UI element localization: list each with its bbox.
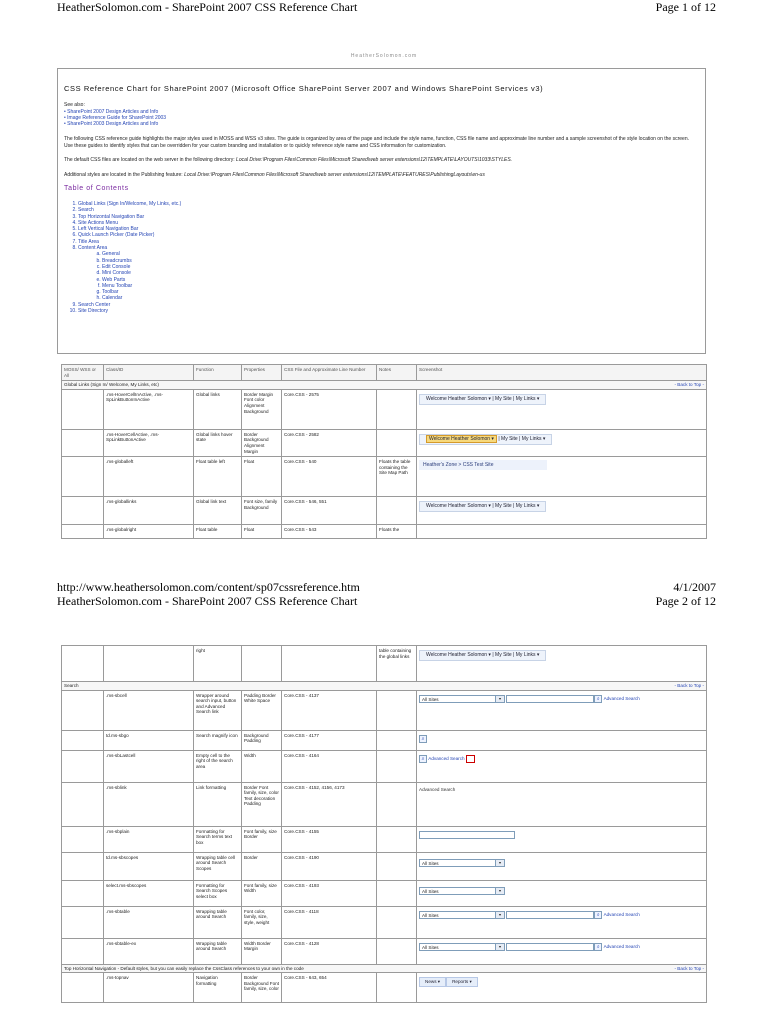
table-row bbox=[62, 782, 707, 826]
notes-cell: table containing the global links bbox=[377, 646, 417, 682]
class-cell: td.ms-sbgo bbox=[104, 730, 194, 750]
search-textbox-screenshot bbox=[419, 831, 515, 839]
global-links-hover-screenshot: Welcome Heather Solomon ▾ | My Site | My Links ▾ bbox=[419, 434, 552, 445]
table-row bbox=[62, 525, 707, 539]
col-header: Properties bbox=[242, 365, 282, 381]
back-to-top-link[interactable]: - Back to Top - bbox=[674, 683, 704, 688]
toc-subitem[interactable]: c. Edit Console bbox=[102, 264, 699, 270]
page1-header-title: HeatherSolomon.com - SharePoint 2007 CSS Reference Chart bbox=[57, 0, 358, 14]
function-cell: Formatting for Search Scopes select box bbox=[194, 880, 242, 906]
properties-cell: Border bbox=[242, 852, 282, 880]
col-header: Notes bbox=[377, 365, 417, 381]
class-cell: .ms-sblink bbox=[104, 782, 194, 826]
search-screenshot: All Sites ▾ ⌕ Advanced Search bbox=[417, 938, 707, 964]
site-caption: HeatherSolomon.com bbox=[350, 53, 418, 59]
function-cell: Global link text bbox=[194, 497, 242, 525]
page1-footer-url: http://www.heathersolomon.com/content/sp07cssreference.htm bbox=[57, 580, 360, 594]
toc-item[interactable]: 8. Content Area a. General b. Breadcrumbs c. Edit Console d. Mini Console e. Web Parts f. Menu Toolbar g. Toolbar h. Calendar bbox=[78, 245, 699, 302]
properties-cell: Border Font family, size, color Text decoration Padding bbox=[242, 782, 282, 826]
page2-header-title: HeatherSolomon.com - SharePoint 2007 CSS Reference Chart bbox=[57, 594, 358, 608]
css-cell: Core.CSS - 2582 bbox=[282, 429, 377, 456]
toc-subitem[interactable]: g. Toolbar bbox=[102, 289, 699, 295]
default-css-paragraph: The default CSS files are located on the web server in the following directory: Local Drive:\Program Files\Common Files\Microsoft Shared\web server extensions\12\TEMPLATE\LAYOUTS\1033\STYLES. bbox=[64, 157, 513, 164]
toc-subitem[interactable]: d. Mini Console bbox=[102, 270, 699, 276]
topnav-screenshot: News ▾ Reports ▾ bbox=[417, 973, 707, 1003]
toc-subitem[interactable]: f. Menu Toolbar bbox=[102, 283, 699, 289]
intro-paragraph: The following CSS reference guide highlights the major styles used in MOSS and WSS v3 sites. The guide is organized by area of the page and include the style name, function, CSS file name and approximate line number and a sample screenshot of the style location on the screen. Use these guides to identify styles that can be overridden for your custom branding and installation or to quickly reference style name and CSS information for customization. bbox=[64, 136, 689, 149]
toc-title: Table of Contents bbox=[64, 184, 129, 192]
notes-cell: Floats the table containing the Site Map Path bbox=[377, 457, 417, 497]
table-row bbox=[62, 880, 707, 906]
see-also-label: See also: bbox=[64, 102, 85, 109]
col-header: MOSS/ WSS or All bbox=[62, 365, 104, 381]
class-cell: .ms-globallinks bbox=[104, 497, 194, 525]
magnify-icon: ⌕ bbox=[594, 695, 602, 703]
see-also-link[interactable]: • Image Reference Guide for SharePoint 2003 bbox=[64, 114, 167, 121]
col-header: Class/ID bbox=[104, 365, 194, 381]
toc-subitem[interactable]: h. Calendar bbox=[102, 295, 699, 301]
page-title: CSS Reference Chart for SharePoint 2007 (Microsoft Office SharePoint Server 2007 and Windows SharePoint Services v3) bbox=[64, 84, 544, 93]
function-cell: right bbox=[194, 646, 242, 682]
back-to-top-link[interactable]: - Back to Top - bbox=[674, 965, 704, 971]
properties-cell: Font family, size Width bbox=[242, 880, 282, 906]
function-cell: Float table bbox=[194, 525, 242, 539]
empty-cell-marker bbox=[466, 755, 475, 763]
class-cell: .ms-sbtable bbox=[104, 906, 194, 938]
col-header: Screenshot bbox=[417, 365, 707, 381]
class-cell: .ms-HoverCellInActive, .ms-SpLinkButtonInActive bbox=[104, 389, 194, 429]
table-row bbox=[62, 938, 707, 964]
page1-header-page-number: Page 1 of 12 bbox=[655, 0, 716, 14]
reference-table-page2 bbox=[61, 645, 707, 1003]
class-cell: .ms-topnav bbox=[104, 973, 194, 1003]
search-screenshot: All Sites ▾ ⌕ Advanced Search bbox=[417, 690, 707, 730]
table-row bbox=[62, 826, 707, 852]
css-cell: Core.CSS - 4128 bbox=[282, 938, 377, 964]
see-also-link[interactable]: • SharePoint 2003 Design Articles and Info bbox=[64, 121, 159, 128]
table-row bbox=[62, 457, 707, 497]
toc-item[interactable]: 7. Title Area bbox=[78, 239, 699, 245]
breadcrumb-screenshot: Heather's Zone > CSS Test Site bbox=[419, 460, 547, 470]
section-row-top-nav bbox=[62, 964, 707, 973]
function-cell: Empty cell to the right of the search area bbox=[194, 750, 242, 782]
toc-item[interactable]: 2. Search bbox=[78, 207, 699, 213]
section-row-global-links bbox=[62, 381, 707, 390]
col-header: CSS File and Approximate Line Number bbox=[282, 365, 377, 381]
notes-cell bbox=[377, 497, 417, 525]
magnify-icon: ⌕ bbox=[419, 735, 427, 743]
function-cell: Search magnify icon bbox=[194, 730, 242, 750]
section-title: Search bbox=[64, 683, 79, 688]
properties-cell: Padding Border White Space bbox=[242, 690, 282, 730]
function-cell: Global links hover state bbox=[194, 429, 242, 456]
function-cell: Global links bbox=[194, 389, 242, 429]
css-cell: Core.CSS - 4137 bbox=[282, 690, 377, 730]
section-title: Top Horizontal Navigation - Default styles, but you can easily replace the CssClass references to your own in the code bbox=[64, 965, 304, 971]
properties-cell: Width Border Margin bbox=[242, 938, 282, 964]
css-cell: Core.CSS - 4193 bbox=[282, 880, 377, 906]
class-cell: .ms-sbplain bbox=[104, 826, 194, 852]
css-cell: Core.CSS - 643, 654 bbox=[282, 973, 377, 1003]
toc-item[interactable]: 3. Top Horizontal Navigation Bar bbox=[78, 214, 699, 220]
see-also-link[interactable]: • SharePoint 2007 Design Articles and Info bbox=[64, 108, 159, 115]
reference-table-page1 bbox=[61, 364, 707, 539]
toc-item[interactable]: 9. Search Center bbox=[78, 302, 699, 308]
toc-item[interactable]: 10. Site Directory bbox=[78, 308, 699, 314]
table-row bbox=[62, 497, 707, 525]
scope-select-screenshot: All Sites ▾ bbox=[419, 887, 505, 895]
global-links-screenshot: Welcome Heather Solomon ▾ | My Site | My Links ▾ bbox=[419, 394, 546, 405]
page1-footer-date: 4/1/2007 bbox=[673, 580, 716, 594]
css-cell: Core.CSS - 2575 bbox=[282, 389, 377, 429]
section-title: Global Links (Sign In/ Welcome, My Links, etc) bbox=[64, 382, 159, 388]
css-cell: Core.CSS - 546, 551 bbox=[282, 497, 377, 525]
toc-subitem[interactable]: b. Breadcrumbs bbox=[102, 258, 699, 264]
css-cell: Core.CSS - 4152, 4156, 4173 bbox=[282, 782, 377, 826]
css-cell: Core.CSS - 4118 bbox=[282, 906, 377, 938]
class-cell: .ms-sbtable-ex bbox=[104, 938, 194, 964]
toc-subitem[interactable]: e. Web Parts bbox=[102, 277, 699, 283]
see-also-list bbox=[64, 109, 699, 128]
toc-item[interactable]: 6. Quick Launch Picker (Date Picker) bbox=[78, 232, 699, 238]
section-row-search bbox=[62, 682, 707, 691]
toc-item[interactable]: 4. Site Actions Menu bbox=[78, 220, 699, 226]
class-cell: .ms-sbcell bbox=[104, 690, 194, 730]
toc-subitem[interactable]: a. General bbox=[102, 251, 699, 257]
table-row bbox=[62, 429, 707, 456]
css-cell: Core.CSS - 540 bbox=[282, 457, 377, 497]
properties-cell: Width bbox=[242, 750, 282, 782]
properties-cell: Float bbox=[242, 457, 282, 497]
css-cell: Core.CSS - 4164 bbox=[282, 750, 377, 782]
properties-cell: Border Background Font family, size, color bbox=[242, 973, 282, 1003]
table-row bbox=[62, 730, 707, 750]
content-area bbox=[57, 68, 706, 354]
css-cell: Core.CSS - 4177 bbox=[282, 730, 377, 750]
css-cell: Core.CSS - 543 bbox=[282, 525, 377, 539]
back-to-top-link[interactable]: - Back to Top - bbox=[674, 382, 704, 388]
class-cell: .ms-globalright bbox=[104, 525, 194, 539]
global-links-screenshot: Welcome Heather Solomon ▾ | My Site | My Links ▾ bbox=[419, 501, 546, 512]
function-cell: Wrapping table cell around Search Scopes bbox=[194, 852, 242, 880]
toc-sublist bbox=[78, 251, 699, 301]
properties-cell: Border Background Alignment Margin bbox=[242, 429, 282, 456]
css-cell: Core.CSS - 4155 bbox=[282, 826, 377, 852]
table-header-row bbox=[62, 365, 707, 381]
class-cell: .ms-globalleft bbox=[104, 457, 194, 497]
class-cell: .ms-sbLastcell bbox=[104, 750, 194, 782]
function-cell: Wrapping table around Search bbox=[194, 906, 242, 938]
properties-cell: Font family, size Border bbox=[242, 826, 282, 852]
function-cell: Wrapper around search input, button and Advanced Search link bbox=[194, 690, 242, 730]
properties-cell: Font color, family, size, style, weight bbox=[242, 906, 282, 938]
function-cell: Link formatting bbox=[194, 782, 242, 826]
function-cell: Wrapping table around Search bbox=[194, 938, 242, 964]
publishing-paragraph: Additional styles are located in the Publishing feature: Local Drive:\Program Files\Common Files\Microsoft Shared\web server extensions\12\TEMPLATE\FEATURES\PublishingLayouts\en-us bbox=[64, 172, 485, 179]
notes-cell bbox=[377, 429, 417, 456]
advanced-search-text: Advanced Search bbox=[419, 786, 456, 792]
class-cell: select.ms-sbscopes bbox=[104, 880, 194, 906]
table-row bbox=[62, 852, 707, 880]
table-row: .ms-sbLastcell Empty cell to the right of the search area Width Core.CSS - 4164 ⌕ Advanced Search bbox=[62, 750, 707, 782]
toc-list bbox=[64, 201, 699, 314]
properties-cell: Float bbox=[242, 525, 282, 539]
search-screenshot: All Sites ▾ ⌕ Advanced Search bbox=[417, 906, 707, 938]
table-row bbox=[62, 646, 707, 682]
class-cell: td.ms-sbscopes bbox=[104, 852, 194, 880]
function-cell: Float table left bbox=[194, 457, 242, 497]
properties-cell: Border Margin Font color Alignment Background bbox=[242, 389, 282, 429]
properties-cell: Background Padding bbox=[242, 730, 282, 750]
notes-cell bbox=[377, 389, 417, 429]
toc-item[interactable]: 1. Global Links (Sign In/Welcome, My Links, etc.) bbox=[78, 201, 699, 207]
table-row bbox=[62, 690, 707, 730]
page2-header-page-number: Page 2 of 12 bbox=[655, 594, 716, 608]
class-cell: .ms-HoverCellActive, .ms-SpLinkButtonActive bbox=[104, 429, 194, 456]
toc-item[interactable]: 5. Left Vertical Navigation Bar bbox=[78, 226, 699, 232]
table-row bbox=[62, 973, 707, 1003]
global-links-screenshot: Welcome Heather Solomon ▾ | My Site | My Links ▾ bbox=[419, 650, 546, 661]
function-cell: Navigation formatting bbox=[194, 973, 242, 1003]
properties-cell: Font size, family Background bbox=[242, 497, 282, 525]
notes-cell: Floats the bbox=[377, 525, 417, 539]
function-cell: Formatting for Search terms text box bbox=[194, 826, 242, 852]
scope-select-screenshot: All Sites ▾ bbox=[419, 859, 505, 867]
table-row bbox=[62, 906, 707, 938]
css-cell: Core.CSS - 4190 bbox=[282, 852, 377, 880]
magnify-icon: ⌕ bbox=[419, 755, 427, 763]
col-header: Function bbox=[194, 365, 242, 381]
table-row bbox=[62, 389, 707, 429]
